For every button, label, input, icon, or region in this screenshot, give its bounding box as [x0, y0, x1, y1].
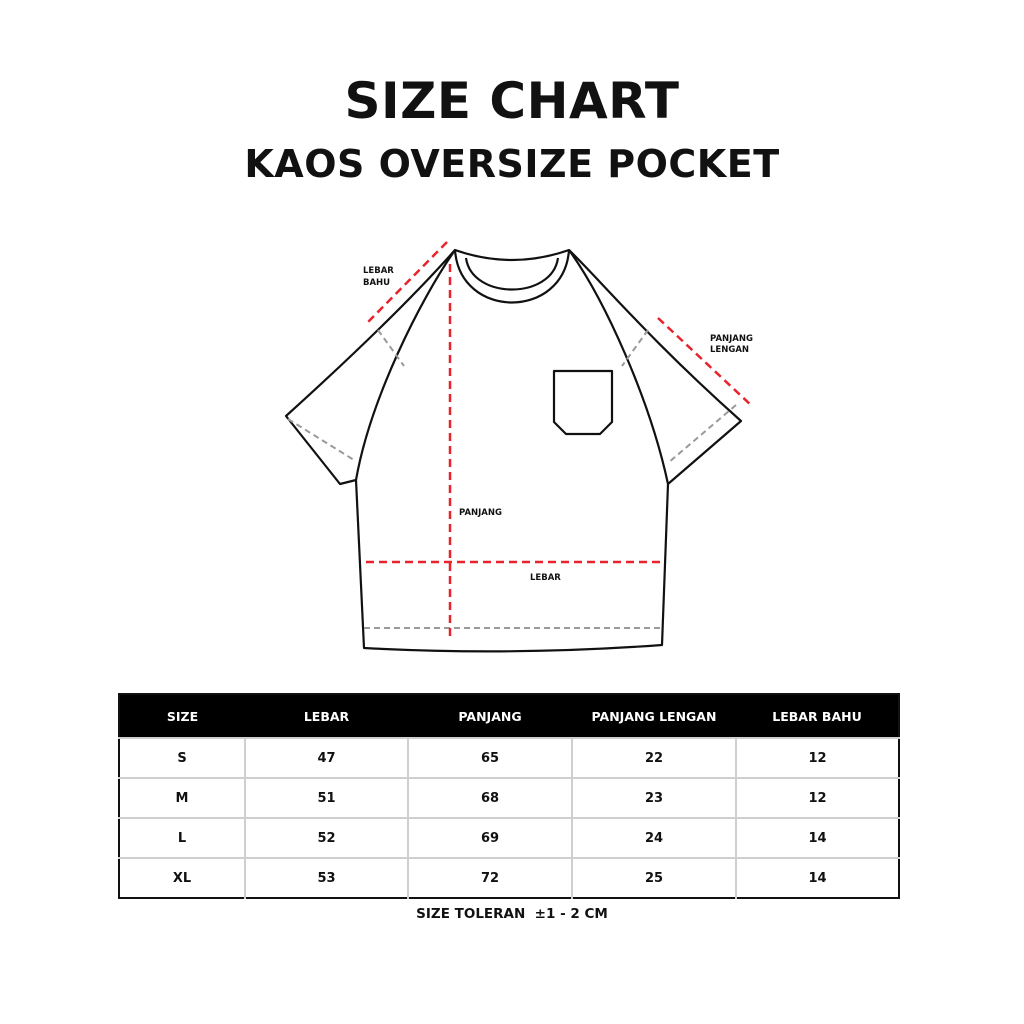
table-row [119, 818, 899, 858]
cell-width: 53 [245, 858, 408, 898]
collar-outer [455, 250, 569, 303]
cell-sleeve-length: 22 [572, 738, 736, 778]
page-subtitle: KAOS OVERSIZE POCKET [244, 142, 780, 186]
header-sleeve-length: PANJANG LENGAN [572, 694, 736, 738]
size-tolerance-note: SIZE TOLERAN ±1 - 2 CM [416, 906, 608, 922]
label-length: PANJANG [459, 508, 502, 518]
header-shoulder-width: LEBAR BAHU [736, 694, 899, 738]
cell-length: 72 [408, 858, 572, 898]
tshirt-body [286, 250, 741, 651]
cell-width: 52 [245, 818, 408, 858]
cell-length: 69 [408, 818, 572, 858]
header-length: PANJANG [408, 694, 572, 738]
tshirt-outline [286, 250, 741, 651]
cell-shoulder-width: 12 [736, 738, 899, 778]
label-width: LEBAR [530, 573, 561, 583]
table-row [119, 778, 899, 818]
cell-sleeve-length: 23 [572, 778, 736, 818]
page-title: SIZE CHART [344, 72, 680, 130]
cell-size: L [119, 818, 245, 858]
cell-width: 47 [245, 738, 408, 778]
label-shoulder-width-2: BAHU [363, 278, 391, 288]
collar-inner [466, 258, 558, 290]
cell-shoulder-width: 14 [736, 858, 899, 898]
right-sleeve-seam [569, 250, 668, 484]
cell-sleeve-length: 25 [572, 858, 736, 898]
sleeve-length-line [658, 318, 752, 406]
left-sleeve-cuff-guide [288, 419, 354, 460]
cell-size: S [119, 738, 245, 778]
cell-shoulder-width: 14 [736, 818, 899, 858]
cell-shoulder-width: 12 [736, 778, 899, 818]
label-shoulder-width-1: LEBAR [363, 266, 394, 276]
table-row [119, 738, 899, 778]
right-sleeve-top-guide [622, 330, 648, 366]
label-sleeve-length-2: LENGAN [710, 345, 750, 355]
cell-length: 65 [408, 738, 572, 778]
cell-length: 68 [408, 778, 572, 818]
cell-sleeve-length: 24 [572, 818, 736, 858]
pocket [554, 371, 612, 434]
header-size: SIZE [119, 694, 245, 738]
table-header-row [119, 694, 899, 738]
size-table [118, 693, 900, 899]
cell-size: M [119, 778, 245, 818]
header-width: LEBAR [245, 694, 408, 738]
label-sleeve-length-1: PANJANG [710, 334, 753, 344]
table-row [119, 858, 899, 898]
cell-size: XL [119, 858, 245, 898]
cell-width: 51 [245, 778, 408, 818]
